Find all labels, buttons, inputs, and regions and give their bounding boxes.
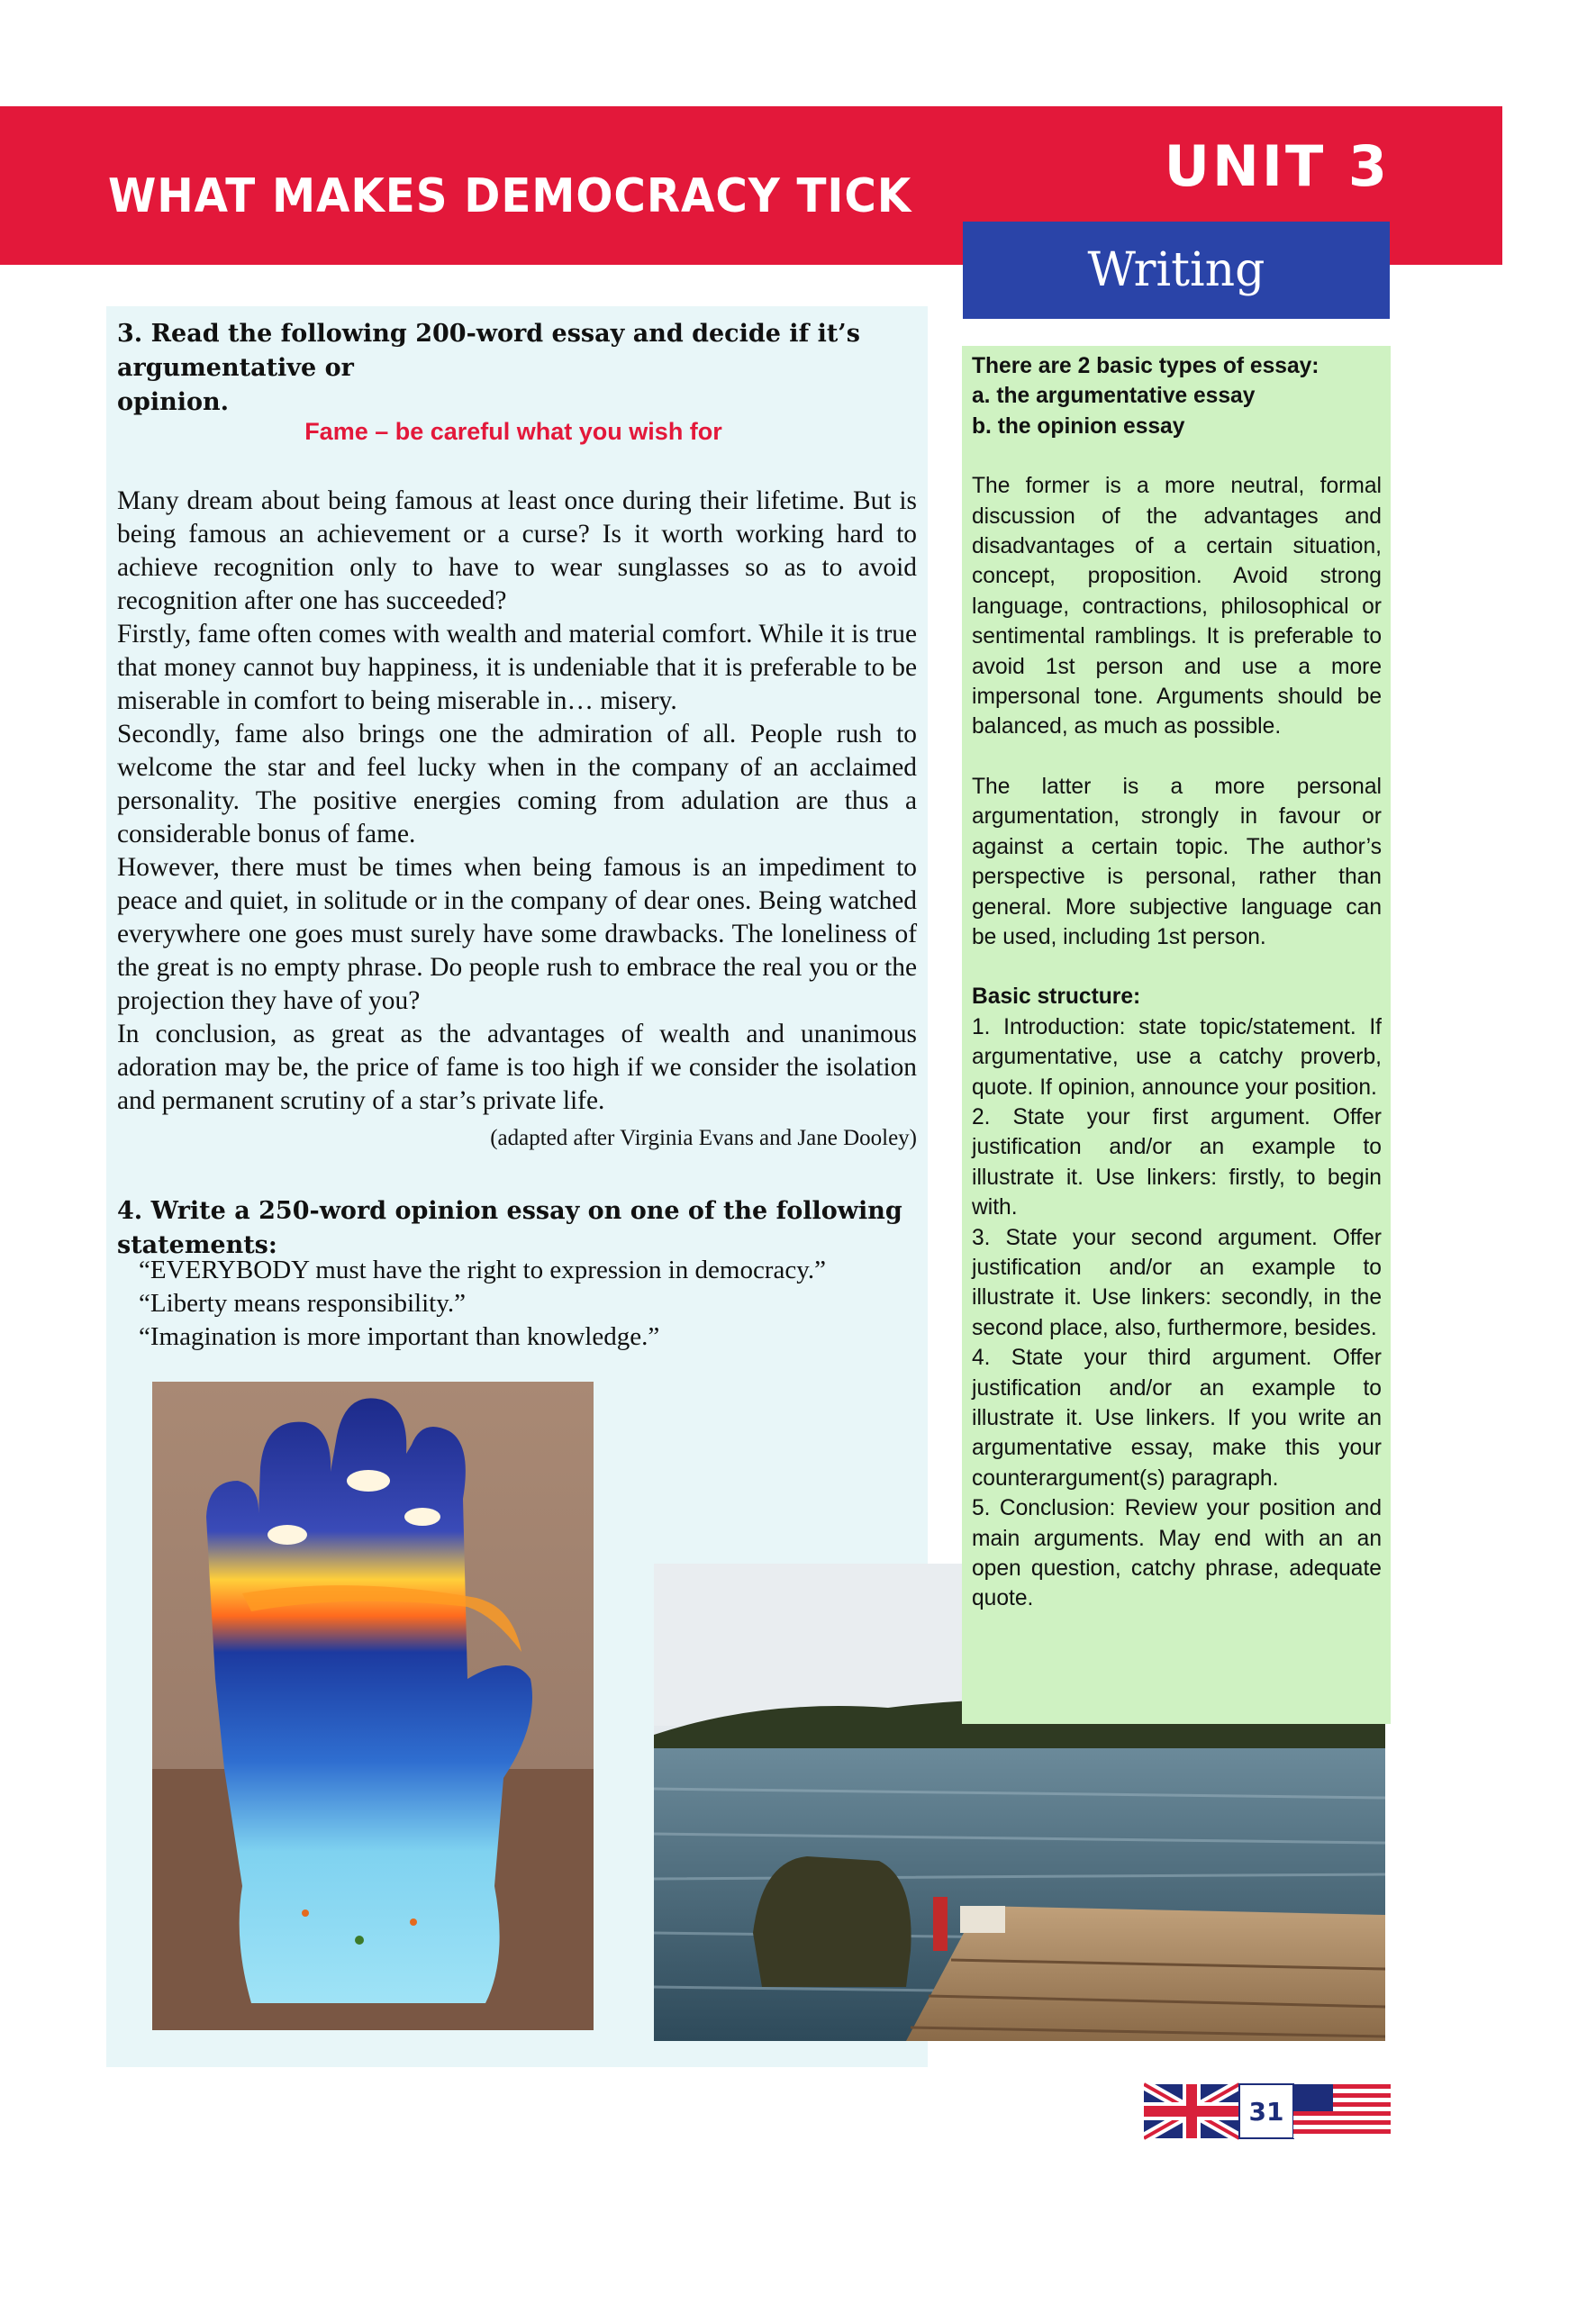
structure-step: 1. Introduction: state topic/statement. If argumentative, use a catchy proverb, quote. If opinion, announce your position. [972,1014,1382,1100]
sidebar-intro: There are 2 basic types of essay: [972,354,1319,378]
page-title: WHAT MAKES DEMOCRACY TICK [108,169,912,223]
essay-body [117,485,917,1118]
essay-paragraph: Firstly, fame often comes with wealth and material comfort. While it is true that money cannot buy happiness, it is undeniable that it is preferable to be miserable in comfort to being miserable in… misery. [117,620,917,715]
structure-step: 3. State your second argument. Offer justification and/or an example to illustrate it. Use linkers: secondly, in the second place, also, furthermore, besides. [972,1225,1382,1340]
page-number: 31 [1248,2096,1284,2127]
essay-paragraph: Many dream about being famous at least once during their lifetime. But is being famous an achievement or a curse? Is it worth working hard to achieve recognition only to have to wear sunglasses so as to avoid recognition after one has succeeded? [117,486,917,615]
essay-paragraph: Secondly, fame also brings one the admiration of all. People rush to welcome the star and feel lucky when in the company of an acclaimed personality. The positive energies coming from adulation are thus a considerable bonus of fame. [117,720,917,848]
sidebar-text [972,351,1382,1614]
essay-paragraph: In conclusion, as great as the advantages of wealth and unanimous adoration may be, the price of fame is too high if we consider the isolation and permanent scrutiny of a star’s private life. [117,1020,917,1115]
uk-flag-icon [1144,2084,1239,2138]
essay-title: Fame – be careful what you wish for [304,418,722,445]
sidebar-type-b: b. the opinion essay [972,413,1185,439]
statement-item: “Imagination is more important than knowledge.” [139,1322,660,1351]
essay-paragraph: However, there must be times when being famous is an impediment to peace and quiet, in solitude or in the company of dear ones. Being watched everywhere one goes must surely have some drawbacks. The loneliness of the great is no empty phrase. Do people rush to embrace the real you or the projection they have of you? [117,853,917,1015]
statement-item: “Liberty means responsibility.” [139,1289,466,1318]
section-label: Writing [963,222,1390,319]
sidebar-type-a: a. the argumentative essay [972,384,1256,409]
exercise-4-heading: 4. Write a 250-word opinion essay on one of the following statements: [117,1197,902,1259]
structure-title: Basic structure: [972,984,1141,1010]
hand-sculpture-photo [152,1382,594,2030]
structure-step: 5. Conclusion: Review your position and main arguments. May end with an an open question, catchy phrase, adequate quote. [972,1496,1382,1611]
statement-item: “EVERYBODY must have the right to expression in democracy.” [139,1256,826,1284]
exercise-3-heading: 3. Read the following 200-word essay and decide if it’s argumentative or opinion. [117,320,860,416]
sidebar-latter: The latter is a more personal argumentation, strongly in favour or against a certain topic. The author’s perspective is personal, rather than general. More subjective language can be used, including 1st person. [972,774,1382,949]
unit-label: UNIT 3 [1164,133,1390,199]
structure-step: 2. State your first argument. Offer justification and/or an example to illustrate it. Use linkers: firstly, to begin with. [972,1104,1382,1220]
statement-list [139,1254,913,1354]
us-flag-icon [1293,2084,1391,2138]
sidebar-former: The former is a more neutral, formal discussion of the advantages and disadvantages of a certain situation, concept, proposition. Avoid strong language, contractions, philosophical or sentimental ramblings. It is preferable to avoid 1st person and use a more impersonal tone. Arguments should be balanced, as much as possible. [972,474,1382,739]
structure-step: 4. State your third argument. Offer justification and/or an example to illustrate it. Use linkers. If you write an argumentative essay, make this your counterargument(s) paragraph. [972,1346,1382,1491]
essay-source: (adapted after Virginia Evans and Jane Dooley) [490,1126,917,1150]
